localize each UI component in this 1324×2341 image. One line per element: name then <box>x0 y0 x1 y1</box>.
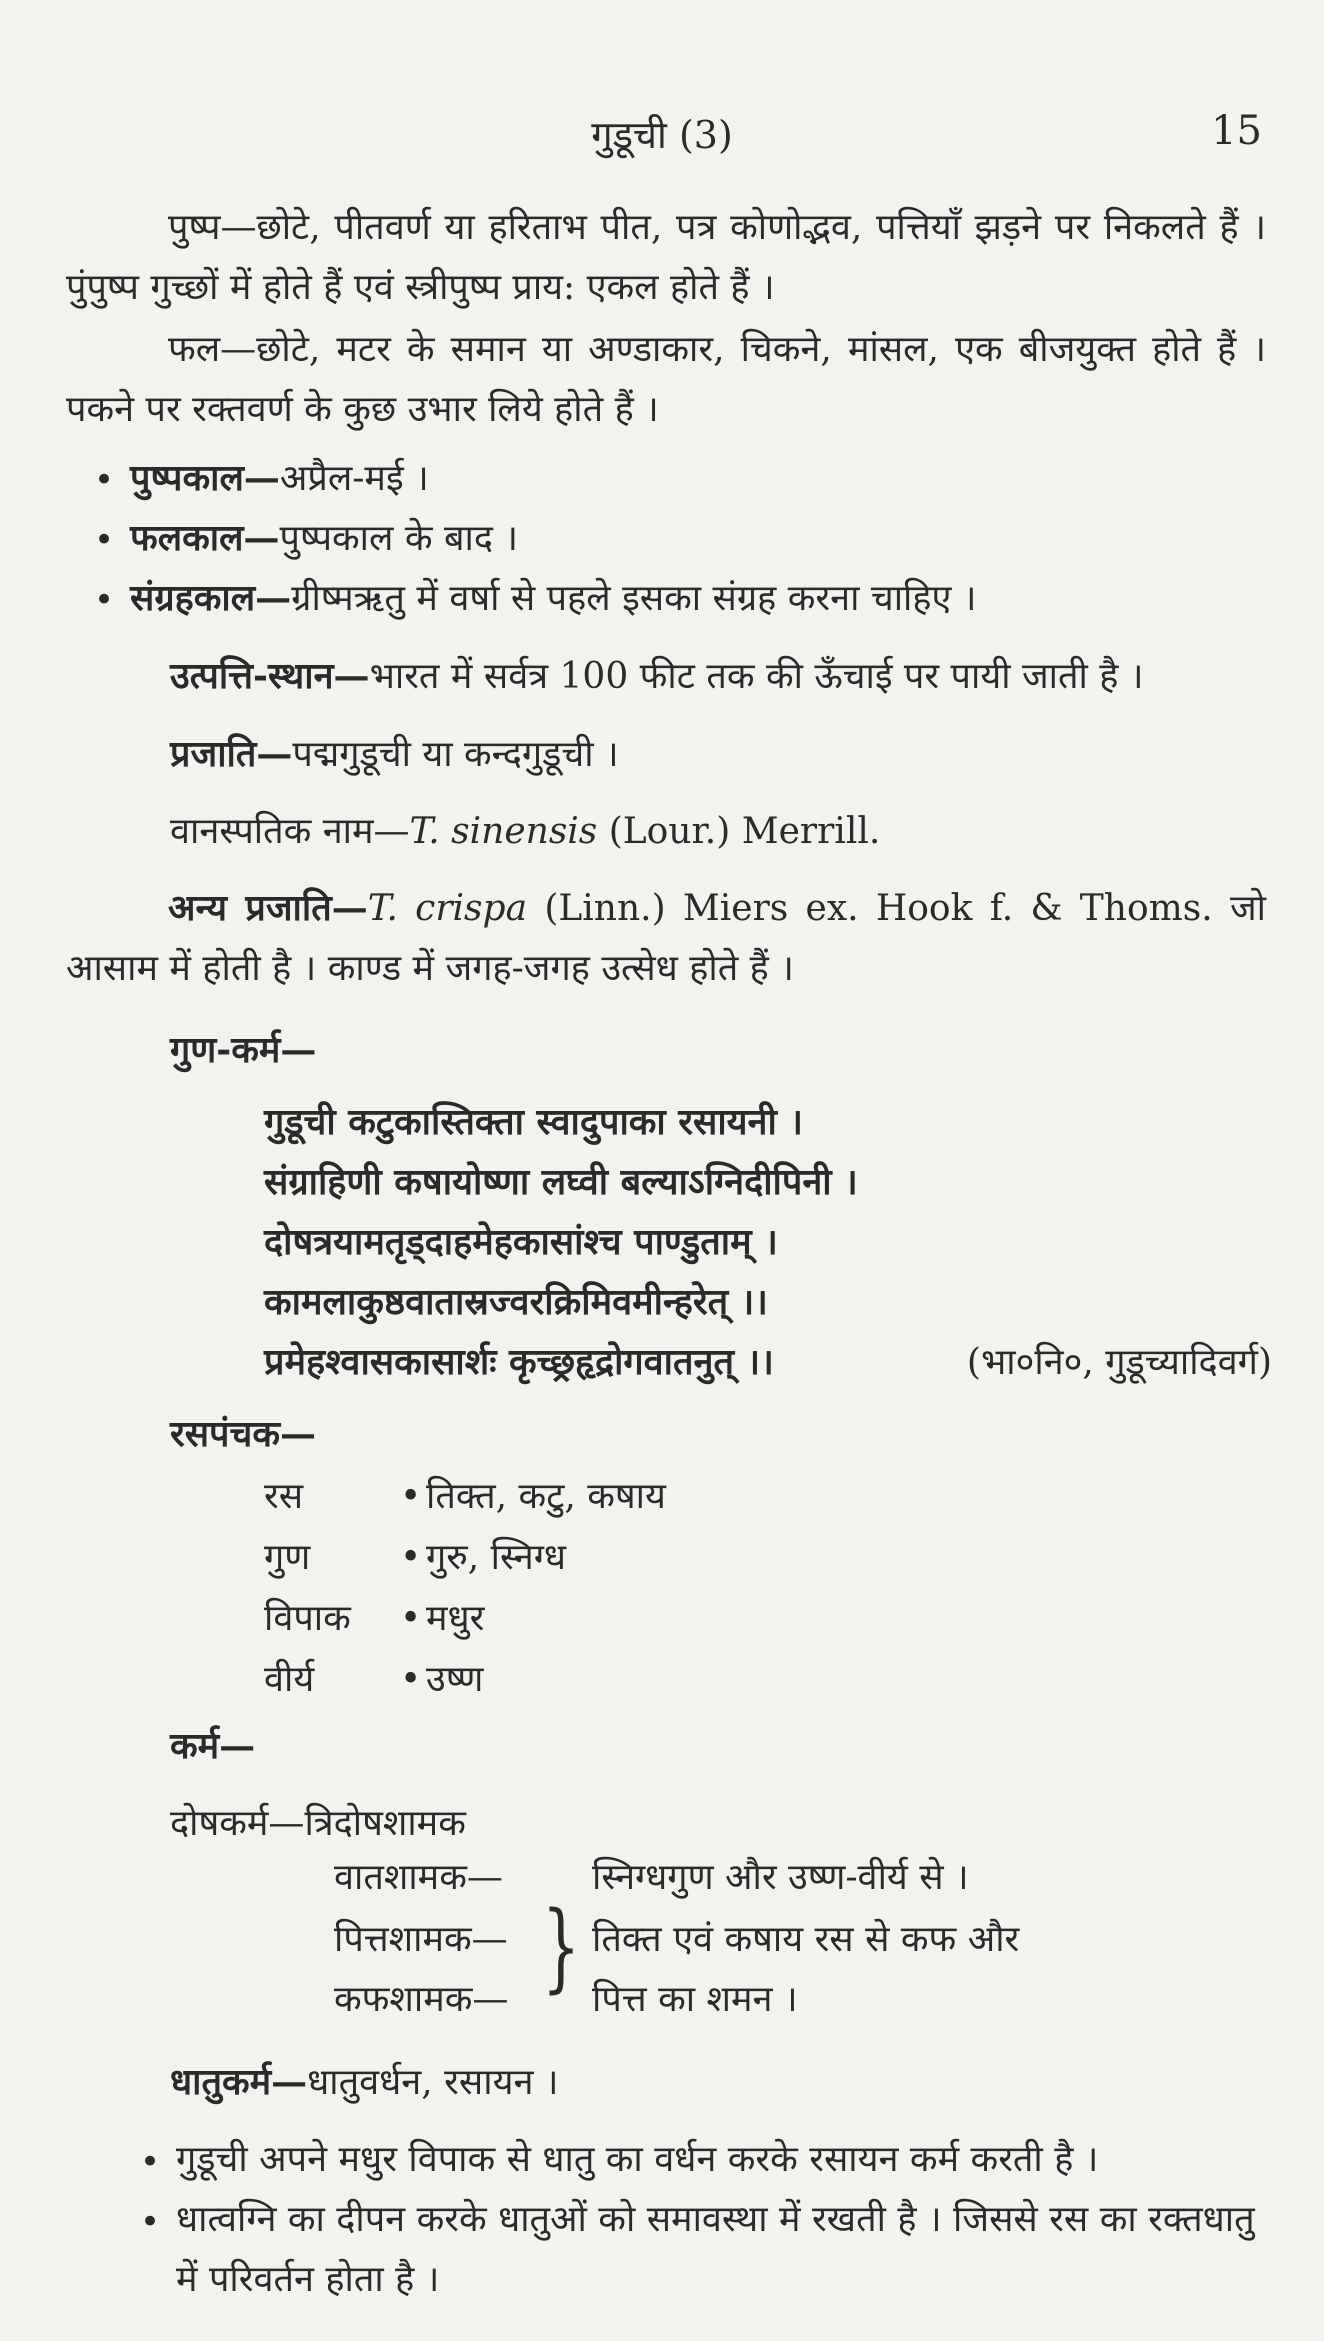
list-item <box>264 1649 666 1710</box>
kapha-row: कफशामक— पित्त का शमन । <box>334 1979 798 2020</box>
vanaspatik-text: (Lour.) Merrill. <box>597 811 881 852</box>
utpatti-label: उत्पत्ति-स्थान— <box>170 655 370 697</box>
pitta-row: पित्तशामक— तिक्त एवं कषाय रस से कफ और <box>334 1919 1020 1960</box>
doshakarma-text: त्रिदोषशामक <box>304 1803 466 1844</box>
pushpa-label: पुष्प— <box>168 207 257 248</box>
kaal-label: पुष्पकाल— <box>130 457 280 499</box>
right-brace-icon: } <box>542 1892 581 2004</box>
list-item <box>264 1527 666 1588</box>
bullet-icon: • <box>400 1476 422 1517</box>
anya-label: अन्य प्रजाति— <box>168 887 368 929</box>
anya-paragraph <box>66 878 1266 999</box>
kaal-label: फलकाल— <box>130 517 280 559</box>
rasapanchak-list <box>264 1466 666 1710</box>
vanaspatik-line <box>170 802 880 862</box>
list-item <box>264 1466 666 1527</box>
shloka-block <box>264 1092 858 1392</box>
kaal-text: ग्रीष्मऋतु में वर्षा से पहले इसका संग्रह करना चाहिए । <box>291 578 977 619</box>
list-item: • गुडूची अपने मधुर विपाक से धातु का वर्धन करके रसायन कर्म करती है । <box>176 2130 1286 2190</box>
kaal-label: संग्रहकाल— <box>130 577 292 619</box>
shloka-line: संग्राहिणी कषायोष्णा लघ्वी बल्याऽग्निदीपिनी । <box>264 1161 858 1203</box>
rasa-key: विपाक <box>264 1598 351 1639</box>
list-item <box>130 448 976 508</box>
rasa-value: गुरु, स्निग्ध <box>426 1537 566 1578</box>
guna-karma-heading: गुण-कर्म— <box>170 1029 317 1071</box>
bullet-icon: • <box>400 1659 422 1700</box>
rasa-value: उष्ण <box>426 1659 484 1700</box>
vanaspatik-genus: T. sinensis <box>409 811 598 852</box>
kaal-text: पुष्पकाल के बाद । <box>279 518 519 559</box>
rasa-key: वीर्य <box>264 1659 315 1700</box>
prajati-label: प्रजाति— <box>170 733 293 775</box>
bullet-icon: • <box>400 1537 422 1578</box>
doshakarma-label: दोषकर्म— <box>170 1803 305 1844</box>
phala-paragraph <box>66 320 1266 440</box>
shloka-reference: (भा०नि०, गुडूच्यादिवर्ग) <box>966 1342 1272 1383</box>
shloka-line: दोषत्रयामतृड्दाहमेहकासांश्च पाण्डुताम् । <box>264 1221 778 1263</box>
list-item <box>264 1588 666 1649</box>
dhatukarma-text: धातुवर्धन, रसायन । <box>307 2062 559 2103</box>
utpatti-line <box>170 646 1144 707</box>
dhatukarma-line <box>170 2052 559 2113</box>
kaal-text: अप्रैल-मई । <box>279 458 429 499</box>
phala-text: छोटे, मटर के समान या अण्डाकार, चिकने, मांसल, एक बीजयुक्त होते हैं । पकने पर रक्तवर्ण के कुछ उभार लिये होते हैं । <box>66 329 1266 430</box>
utpatti-text: भारत में सर्वत्र 100 फीट तक की ऊँचाई पर पायी जाती है । <box>369 656 1144 697</box>
dhatukarma-label: धातुकर्म— <box>170 2061 308 2103</box>
bullet-icon: • <box>400 1598 422 1639</box>
pushpa-text: छोटे, पीतवर्ण या हरिताभ पीत, पत्र कोणोद्भव, पत्तियाँ झड़ने पर निकलते हैं । पुंपुष्प गुच्छों में होते हैं एवं स्त्रीपुष्प प्राय: एकल होते हैं । <box>66 207 1266 308</box>
list-item <box>130 568 976 628</box>
kaal-list <box>130 448 976 628</box>
rasa-value: तिक्त, कटु, कषाय <box>426 1476 666 1517</box>
notes-list <box>176 2130 1286 2310</box>
prajati-text: पद्मगुडूची या कन्दगुडूची । <box>292 734 619 775</box>
rasa-key: गुण <box>264 1537 311 1578</box>
rasa-value: मधुर <box>426 1598 485 1639</box>
shloka-line: गुडूची कटुकास्तिक्ता स्वादुपाका रसायनी । <box>264 1101 804 1143</box>
page-number: 15 <box>1211 108 1262 154</box>
vata-row: वातशामक— स्निग्धगुण और उष्ण-वीर्य से । <box>334 1857 969 1898</box>
rasapanchak-heading: रसपंचक— <box>170 1413 317 1455</box>
anya-genus: T. crispa <box>367 888 528 929</box>
running-title: गुडूची (3) <box>591 113 733 157</box>
doshakarma-line <box>170 1794 466 1854</box>
pushpa-paragraph <box>66 198 1266 318</box>
list-item: • धात्वग्नि का दीपन करके धातुओं को समावस्था में रखती है । जिससे रस का रक्तधातु में परिवर्तन होता है । <box>176 2190 1286 2310</box>
karma-heading: कर्म— <box>170 1725 256 1767</box>
list-item <box>130 508 976 568</box>
prajati-line <box>170 724 619 785</box>
shloka-line: प्रमेहश्वासकासार्शः कृच्छ्रहृद्रोगवातनुत् ।। <box>264 1341 774 1383</box>
rasa-key: रस <box>264 1476 304 1517</box>
phala-label: फल— <box>168 329 257 370</box>
anya-text: (Linn.) Miers ex. Hook f. & Thoms. जो आसाम में होती है । काण्ड में जगह-जगह उत्सेध होते हैं । <box>66 888 1266 989</box>
vanaspatik-label: वानस्पतिक नाम— <box>170 811 410 852</box>
shloka-line: कामलाकुष्ठवातास्रज्वरक्रिमिवमीन्हरेत् ।। <box>264 1281 768 1323</box>
